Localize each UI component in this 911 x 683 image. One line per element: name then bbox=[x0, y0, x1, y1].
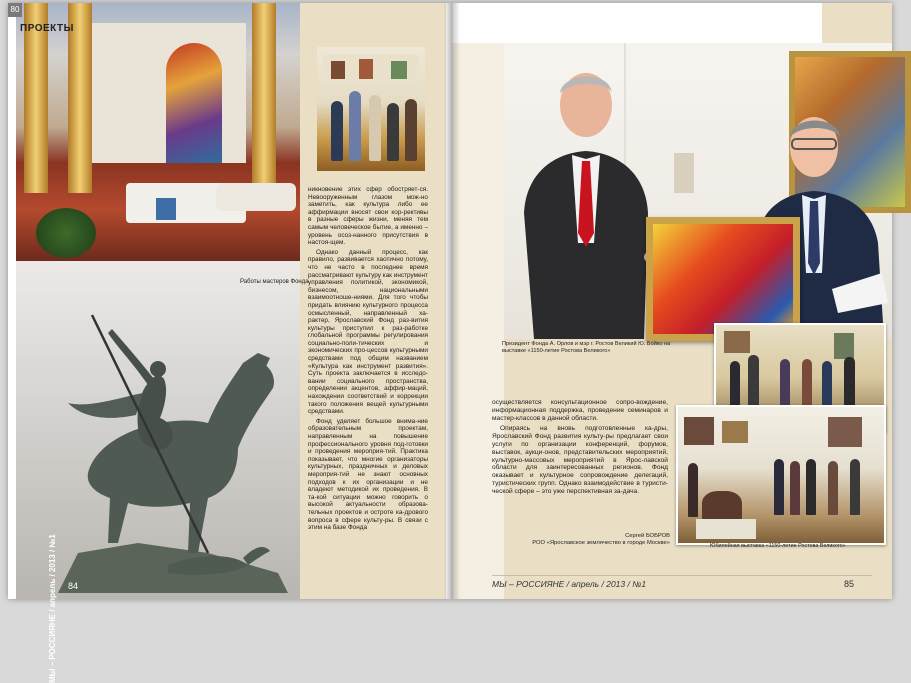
left-page bbox=[8, 3, 450, 683]
st-george-sculpture bbox=[48, 303, 298, 593]
exhibition-visitors-photo bbox=[317, 47, 425, 171]
section-title: ПРОЕКТЫ bbox=[20, 23, 74, 34]
author-name: Сергей БОБРОВ bbox=[625, 533, 670, 539]
footer-magazine-title: МЫ – РОССИЯНЕ / апрель / 2013 / №1 bbox=[492, 579, 647, 589]
author-title: РОО «Ярославское землячество в городе Москве» bbox=[532, 540, 670, 546]
left-paragraph: никновение этих сфер обостряет-ся. Невооруженным глазом мож-но заметить, как культура либо ее аффирмации вносят свои кор-рективы в разные сферы жизни, меняя тем самым человеческое бытие, а именно – уровень осоз-нанного присутствия в настоя-щем. bbox=[308, 186, 428, 247]
top-page-tab: 80 bbox=[8, 3, 22, 17]
right-page-number: 85 bbox=[844, 579, 855, 589]
left-paragraph: Однако данный процесс, как правило, развивается хаотично потому, что не часто в последнее время рассматривают культуру как инструмент управления политикой, экономикой, бизнесом, национальными взаимоотноше-ниями. Для того чтобы придать влиянию культурного процесса осмысленный, направленный ха-рактер, Ярославский Фонд раз-вития культуры приступил к раз-работке глобальной программы регулирования социально-поли-тических и экономических про-цессов культурными средствами под общим названием «Культура как инструмент развития». Суть проекта заключается в исследо-вании социального пространства, определении акцентов, аффир-маций, нахождении соответствий и коррекции такого положения вещей культурными средствами. bbox=[308, 248, 428, 416]
main-photo-caption: Президент Фонда А. Орлов и мэр г. Ростов Великий Ю. Бойко на выставке «1150-летие Ростова Великого» bbox=[502, 341, 671, 354]
main-photo-officials bbox=[504, 43, 892, 339]
right-paragraph: осуществляется консультационное сопро-вождение, информационная поддержка, проведение семинаров и мастер-классов в данной области. bbox=[492, 399, 668, 422]
works-caption: Работы мастеров Фонда bbox=[240, 279, 309, 285]
magazine-spread bbox=[8, 3, 892, 683]
spine-shadow bbox=[444, 3, 460, 599]
vertical-magazine-title: МЫ – РОССИЯНЕ / апрель / 2013 / №1 bbox=[48, 534, 57, 683]
author-signature bbox=[520, 533, 670, 547]
jubilee-exhibition-photo bbox=[676, 405, 886, 545]
left-paragraph: Фонд уделяет большое внима-ние образовательным проектам, направленным на повышение профессионального уровня под-готовки и проведения мероприя-тий. Практика показывает, что многие организаторы культурных, праздничных и деловых мероприя-тий не знают основных подходов к их организации и не владеют методикой их проведения. В та-кой ситуации можно говорить о высокой актуальности образова-тельных проектов и остроте ка-дрового вопроса в сфере культу-ры. В связи с этим на базе Фонда bbox=[308, 417, 428, 532]
right-article-column bbox=[492, 399, 668, 499]
left-article-column bbox=[308, 186, 428, 534]
right-paragraph: Опираясь на вновь подготовленные ка-дры, Ярославский Фонд развития культу-ры предлагает свои услуги по организации конференций, форумов, выставок, аукци-онов, представительских мероприятий, культурно-массовых мероприятий в Ярос-лавской области для заинтересованных регионов. Фонд оказывает и культурное сопровождение делегаций, туристических групп. Однако взаимодействие в туристи-ческой сфере – это уже перспективная за-дача. bbox=[492, 425, 668, 495]
left-page-number: 84 bbox=[68, 581, 79, 591]
lobby-photo bbox=[16, 3, 300, 261]
right-page bbox=[452, 3, 892, 599]
jubilee-exhibition-caption: Юбилейная выставка «1150-летие Ростова Великого» bbox=[710, 543, 846, 549]
